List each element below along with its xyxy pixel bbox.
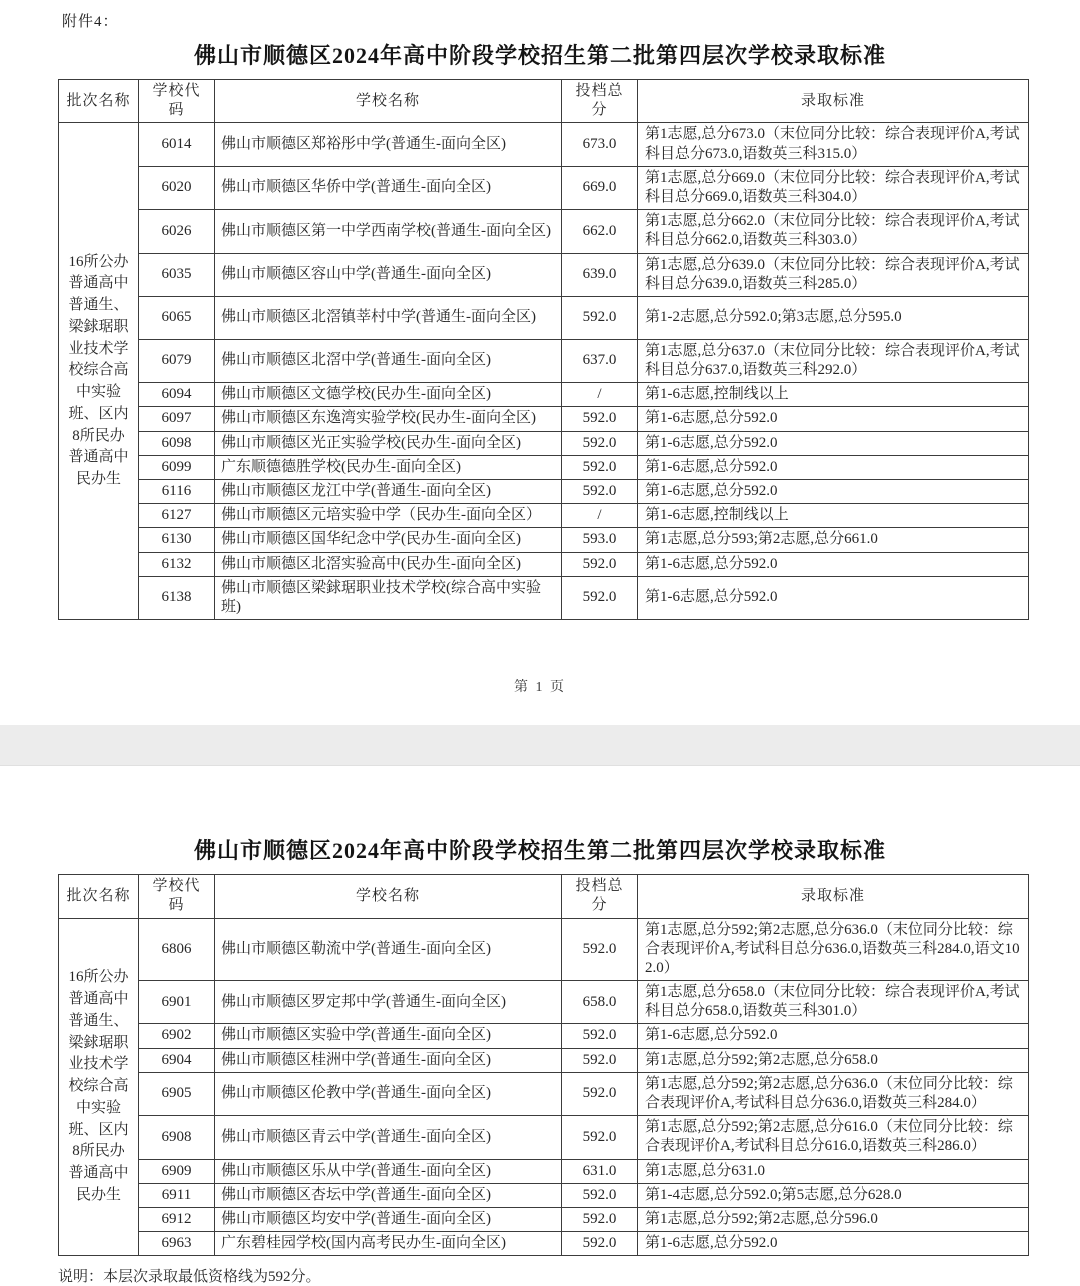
school-name-cell: 佛山市顺德区郑裕彤中学(普通生-面向全区) — [215, 123, 562, 166]
total-score-cell: 592.0 — [562, 431, 638, 455]
school-code-cell: 6911 — [139, 1183, 215, 1207]
total-score-cell: 592.0 — [562, 1183, 638, 1207]
total-score-cell: 592.0 — [562, 1232, 638, 1256]
batch-name-cell: 16所公办普通高中普通生、梁銶琚职业技术学校综合高中实验班、区内8所民办普通高中民办生 — [59, 123, 139, 620]
document-page-2 — [0, 766, 1080, 1286]
total-score-cell: 592.0 — [562, 407, 638, 431]
column-header: 学校代码 — [139, 80, 215, 123]
table-row — [59, 455, 1029, 479]
school-name-cell: 佛山市顺德区元培实验中学（民办生-面向全区） — [215, 504, 562, 528]
school-name-cell: 佛山市顺德区第一中学西南学校(普通生-面向全区) — [215, 210, 562, 253]
table-row — [59, 123, 1029, 166]
admission-criteria-cell: 第1-6志愿,总分592.0 — [638, 480, 1029, 504]
school-name-cell: 佛山市顺德区容山中学(普通生-面向全区) — [215, 253, 562, 296]
admission-criteria-cell: 第1-6志愿,总分592.0 — [638, 407, 1029, 431]
total-score-cell: 592.0 — [562, 455, 638, 479]
column-header: 投档总分 — [562, 875, 638, 918]
table-row — [59, 576, 1029, 619]
school-code-cell: 6905 — [139, 1072, 215, 1115]
school-code-cell: 6904 — [139, 1048, 215, 1072]
total-score-cell: 592.0 — [562, 1024, 638, 1048]
school-code-cell: 6014 — [139, 123, 215, 166]
school-code-cell: 6079 — [139, 339, 215, 382]
admission-criteria-cell: 第1-6志愿,总分592.0 — [638, 576, 1029, 619]
column-header: 录取标准 — [638, 80, 1029, 123]
admission-criteria-cell: 第1志愿,总分639.0（末位同分比较：综合表现评价A,考试科目总分639.0,语数英三科285.0） — [638, 253, 1029, 296]
school-name-cell: 佛山市顺德区实验中学(普通生-面向全区) — [215, 1024, 562, 1048]
school-name-cell: 佛山市顺德区勒流中学(普通生-面向全区) — [215, 918, 562, 981]
table-row — [59, 1116, 1029, 1159]
school-name-cell: 佛山市顺德区杏坛中学(普通生-面向全区) — [215, 1183, 562, 1207]
total-score-cell: 592.0 — [562, 480, 638, 504]
admission-criteria-cell: 第1志愿,总分592;第2志愿,总分596.0 — [638, 1207, 1029, 1231]
table-row — [59, 1207, 1029, 1231]
page-title: 佛山市顺德区2024年高中阶段学校招生第二批第四层次学校录取标准 — [193, 43, 886, 68]
admission-criteria-cell: 第1志愿,总分592;第2志愿,总分636.0（末位同分比较：综合表现评价A,考试科目总分636.0,语数英三科284.0,语文102.0） — [638, 918, 1029, 981]
table-row — [59, 166, 1029, 209]
school-name-cell: 佛山市顺德区东逸湾实验学校(民办生-面向全区) — [215, 407, 562, 431]
school-name-cell: 广东顺德德胜学校(民办生-面向全区) — [215, 455, 562, 479]
school-name-cell: 佛山市顺德区伦教中学(普通生-面向全区) — [215, 1072, 562, 1115]
school-name-cell: 佛山市顺德区桂洲中学(普通生-面向全区) — [215, 1048, 562, 1072]
school-name-cell: 佛山市顺德区光正实验学校(民办生-面向全区) — [215, 431, 562, 455]
school-name-cell: 佛山市顺德区国华纪念中学(民办生-面向全区) — [215, 528, 562, 552]
header-row — [59, 80, 1029, 123]
school-code-cell: 6909 — [139, 1159, 215, 1183]
school-name-cell: 佛山市顺德区文德学校(民办生-面向全区) — [215, 383, 562, 407]
total-score-cell: 673.0 — [562, 123, 638, 166]
admission-criteria-cell: 第1志愿,总分593;第2志愿,总分661.0 — [638, 528, 1029, 552]
admission-standards-table-2 — [58, 874, 1029, 1256]
total-score-cell: 637.0 — [562, 339, 638, 382]
admission-criteria-cell: 第1志愿,总分637.0（末位同分比较：综合表现评价A,考试科目总分637.0,语数英三科292.0） — [638, 339, 1029, 382]
table-row — [59, 528, 1029, 552]
column-header: 学校名称 — [215, 80, 562, 123]
column-header: 学校代码 — [139, 875, 215, 918]
school-code-cell: 6099 — [139, 455, 215, 479]
table-row — [59, 407, 1029, 431]
admission-criteria-cell: 第1-6志愿,总分592.0 — [638, 552, 1029, 576]
page-separator — [0, 725, 1080, 766]
total-score-cell: 592.0 — [562, 1048, 638, 1072]
admission-criteria-cell: 第1志愿,总分592;第2志愿,总分636.0（末位同分比较：综合表现评价A,考试科目总分636.0,语数英三科284.0） — [638, 1072, 1029, 1115]
school-name-cell: 佛山市顺德区均安中学(普通生-面向全区) — [215, 1207, 562, 1231]
school-name-cell: 佛山市顺德区龙江中学(普通生-面向全区) — [215, 480, 562, 504]
admission-criteria-cell: 第1-2志愿,总分592.0;第3志愿,总分595.0 — [638, 296, 1029, 339]
school-code-cell: 6130 — [139, 528, 215, 552]
total-score-cell: 592.0 — [562, 552, 638, 576]
total-score-cell: 592.0 — [562, 1116, 638, 1159]
table-row — [59, 918, 1029, 981]
table-row — [59, 504, 1029, 528]
total-score-cell: / — [562, 504, 638, 528]
table-row — [59, 981, 1029, 1024]
school-name-cell: 佛山市顺德区北滘实验高中(民办生-面向全区) — [215, 552, 562, 576]
school-code-cell: 6065 — [139, 296, 215, 339]
school-name-cell: 佛山市顺德区华侨中学(普通生-面向全区) — [215, 166, 562, 209]
school-name-cell: 佛山市顺德区青云中学(普通生-面向全区) — [215, 1116, 562, 1159]
total-score-cell: 592.0 — [562, 576, 638, 619]
column-header: 批次名称 — [59, 80, 139, 123]
header-row — [59, 875, 1029, 918]
school-code-cell: 6138 — [139, 576, 215, 619]
school-code-cell: 6098 — [139, 431, 215, 455]
total-score-cell: 592.0 — [562, 918, 638, 981]
batch-name-cell: 16所公办普通高中普通生、梁銶琚职业技术学校综合高中实验班、区内8所民办普通高中民办生 — [59, 918, 139, 1256]
admission-criteria-cell: 第1志愿,总分662.0（末位同分比较：综合表现评价A,考试科目总分662.0,语数英三科303.0） — [638, 210, 1029, 253]
table-row — [59, 1072, 1029, 1115]
school-code-cell: 6132 — [139, 552, 215, 576]
column-header: 批次名称 — [59, 875, 139, 918]
school-name-cell: 佛山市顺德区梁銶琚职业技术学校(综合高中实验班) — [215, 576, 562, 619]
document-page-1 — [0, 39, 1080, 696]
table-row — [59, 480, 1029, 504]
school-code-cell: 6097 — [139, 407, 215, 431]
total-score-cell: 592.0 — [562, 296, 638, 339]
school-code-cell: 6035 — [139, 253, 215, 296]
table-row — [59, 253, 1029, 296]
admission-standards-table-1 — [58, 79, 1029, 620]
column-header: 投档总分 — [562, 80, 638, 123]
admission-criteria-cell: 第1-6志愿,控制线以上 — [638, 504, 1029, 528]
admission-criteria-cell: 第1-6志愿,总分592.0 — [638, 431, 1029, 455]
school-code-cell: 6020 — [139, 166, 215, 209]
table-row — [59, 1048, 1029, 1072]
total-score-cell: 639.0 — [562, 253, 638, 296]
table-row — [59, 210, 1029, 253]
note-text: 说明：本层次录取最低资格线为592分。 — [58, 1269, 321, 1286]
admission-criteria-cell: 第1-6志愿,总分592.0 — [638, 1232, 1029, 1256]
total-score-cell: 592.0 — [562, 1072, 638, 1115]
admission-criteria-cell: 第1志愿,总分658.0（末位同分比较：综合表现评价A,考试科目总分658.0,语数英三科301.0） — [638, 981, 1029, 1024]
school-code-cell: 6094 — [139, 383, 215, 407]
page-title: 佛山市顺德区2024年高中阶段学校招生第二批第四层次学校录取标准 — [193, 838, 886, 864]
table-row — [59, 1232, 1029, 1256]
school-code-cell: 6901 — [139, 981, 215, 1024]
school-code-cell: 6912 — [139, 1207, 215, 1231]
school-code-cell: 6908 — [139, 1116, 215, 1159]
total-score-cell: 669.0 — [562, 166, 638, 209]
table-row — [59, 1183, 1029, 1207]
admission-criteria-cell: 第1志愿,总分592;第2志愿,总分658.0 — [638, 1048, 1029, 1072]
school-code-cell: 6963 — [139, 1232, 215, 1256]
admission-criteria-cell: 第1志愿,总分673.0（末位同分比较：综合表现评价A,考试科目总分673.0,语数英三科315.0） — [638, 123, 1029, 166]
column-header: 学校名称 — [215, 875, 562, 918]
school-code-cell: 6902 — [139, 1024, 215, 1048]
admission-criteria-cell: 第1志愿,总分669.0（末位同分比较：综合表现评价A,考试科目总分669.0,语数英三科304.0） — [638, 166, 1029, 209]
total-score-cell: 658.0 — [562, 981, 638, 1024]
attachment-label: 附件4： — [62, 14, 119, 30]
school-name-cell: 佛山市顺德区北滘中学(普通生-面向全区) — [215, 339, 562, 382]
school-name-cell: 佛山市顺德区罗定邦中学(普通生-面向全区) — [215, 981, 562, 1024]
admission-criteria-cell: 第1志愿,总分592;第2志愿,总分616.0（末位同分比较：综合表现评价A,考试科目总分616.0,语数英三科286.0） — [638, 1116, 1029, 1159]
table-row — [59, 431, 1029, 455]
school-code-cell: 6806 — [139, 918, 215, 981]
table-row — [59, 339, 1029, 382]
total-score-cell: / — [562, 383, 638, 407]
total-score-cell: 592.0 — [562, 1207, 638, 1231]
school-code-cell: 6026 — [139, 210, 215, 253]
school-name-cell: 佛山市顺德区乐从中学(普通生-面向全区) — [215, 1159, 562, 1183]
school-code-cell: 6127 — [139, 504, 215, 528]
table-row — [59, 1024, 1029, 1048]
total-score-cell: 662.0 — [562, 210, 638, 253]
page-number: 第 1 页 — [514, 680, 566, 696]
admission-criteria-cell: 第1-6志愿,控制线以上 — [638, 383, 1029, 407]
table-row — [59, 296, 1029, 339]
admission-criteria-cell: 第1-6志愿,总分592.0 — [638, 455, 1029, 479]
column-header: 录取标准 — [638, 875, 1029, 918]
table-row — [59, 1159, 1029, 1183]
admission-criteria-cell: 第1志愿,总分631.0 — [638, 1159, 1029, 1183]
total-score-cell: 593.0 — [562, 528, 638, 552]
table-row — [59, 383, 1029, 407]
admission-criteria-cell: 第1-6志愿,总分592.0 — [638, 1024, 1029, 1048]
total-score-cell: 631.0 — [562, 1159, 638, 1183]
school-code-cell: 6116 — [139, 480, 215, 504]
school-name-cell: 广东碧桂园学校(国内高考民办生-面向全区) — [215, 1232, 562, 1256]
table-row — [59, 552, 1029, 576]
admission-criteria-cell: 第1-4志愿,总分592.0;第5志愿,总分628.0 — [638, 1183, 1029, 1207]
school-name-cell: 佛山市顺德区北滘镇莘村中学(普通生-面向全区) — [215, 296, 562, 339]
